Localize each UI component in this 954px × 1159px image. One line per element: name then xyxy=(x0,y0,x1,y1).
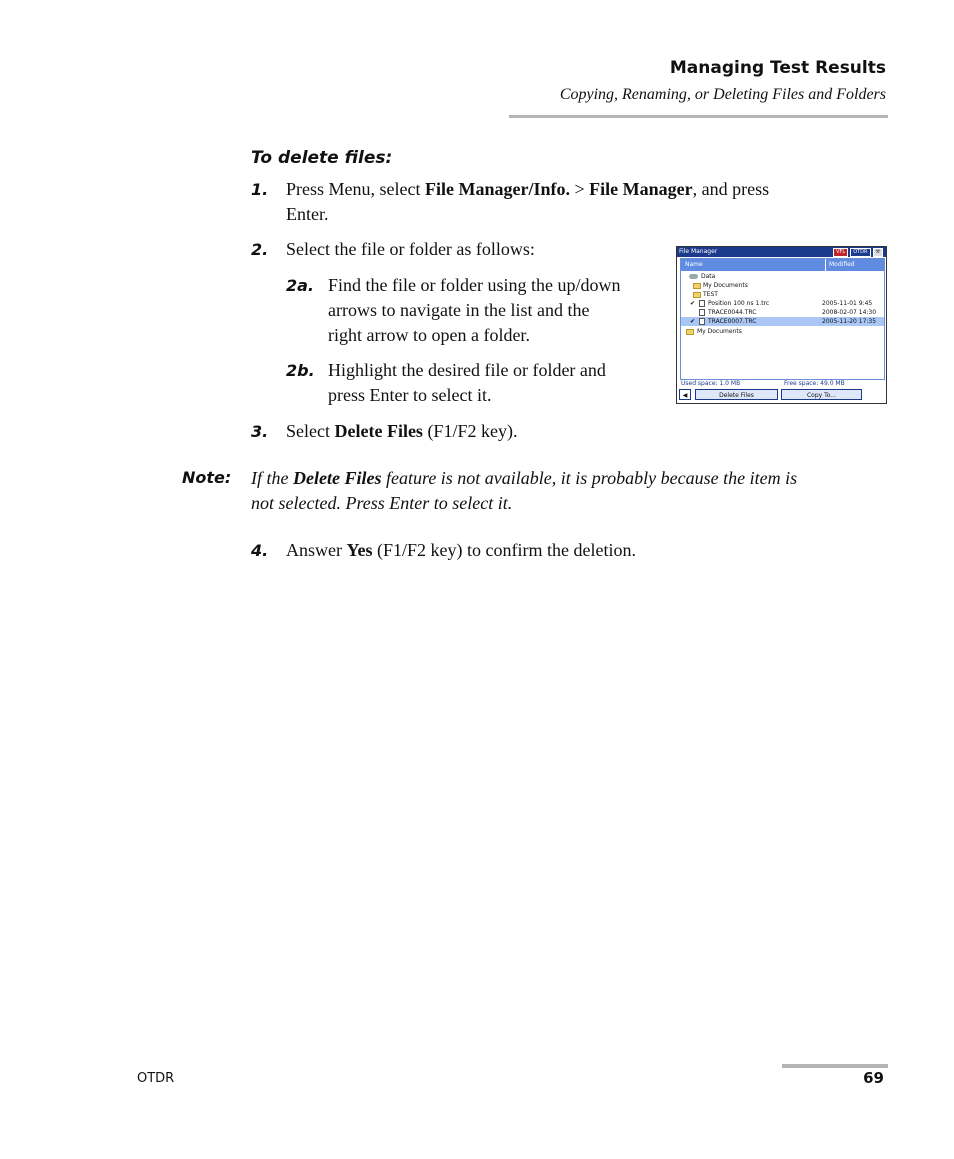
step-3-text xyxy=(286,419,517,444)
file-list-header xyxy=(681,259,884,271)
footer-product: OTDR xyxy=(137,1071,175,1086)
step-2b-line1: Highlight the desired file or folder and xyxy=(328,360,606,380)
item-name: TRACE0044.TRC xyxy=(708,309,757,316)
step-2a-line2: arrows to navigate in the list and the xyxy=(328,300,590,320)
item-date: 2005-11-20 17:35 xyxy=(822,318,877,325)
item-name: TEST xyxy=(703,291,718,298)
file-manager-title: File Manager xyxy=(679,248,718,255)
note-bold: Delete Files xyxy=(293,468,382,488)
step-4-post: (F1/F2 key) to confirm the deletion. xyxy=(372,540,636,560)
note-label: Note: xyxy=(182,468,232,487)
procedure-title: To delete files: xyxy=(251,148,393,168)
note-post: feature is not available, it is probably because the item is xyxy=(381,468,798,488)
check-icon: ✔ xyxy=(690,318,696,325)
delete-files-button[interactable]: Delete Files xyxy=(695,389,778,400)
list-item[interactable] xyxy=(681,281,884,290)
note-pre: If the xyxy=(251,468,293,488)
step-2b-line2: press Enter to select it. xyxy=(328,385,492,405)
note-line2: not selected. Press Enter to select it. xyxy=(251,493,513,513)
drive-icon xyxy=(689,274,698,279)
running-header-subtitle: Copying, Renaming, or Deleting Files and Folders xyxy=(559,86,886,103)
list-item[interactable] xyxy=(681,327,884,336)
step-3-pre: Select xyxy=(286,421,335,441)
step-number: 1. xyxy=(251,180,269,199)
item-name: TRACE0007.TRC xyxy=(708,318,757,325)
step-1-post: , and press xyxy=(692,179,770,199)
step-1-pre: Press Menu, select xyxy=(286,179,425,199)
header-divider xyxy=(509,115,888,118)
step-3-post: (F1/F2 key). xyxy=(422,421,518,441)
folder-icon xyxy=(686,329,694,335)
function-buttons xyxy=(677,389,886,401)
substep-number: 2a. xyxy=(286,276,315,295)
step-2a-line3: right arrow to open a folder. xyxy=(328,325,530,345)
tools-icon: ⚒ xyxy=(873,248,883,257)
step-2a-line1: Find the file or folder using the up/down xyxy=(328,275,621,295)
step-1-menu-bold: File Manager/Info. xyxy=(424,179,570,199)
running-header-title: Managing Test Results xyxy=(669,58,886,78)
list-item[interactable] xyxy=(681,272,884,281)
column-name[interactable]: Name xyxy=(685,261,703,268)
step-1-line2: Enter. xyxy=(286,204,329,224)
file-icon xyxy=(699,309,705,316)
list-item[interactable] xyxy=(681,308,884,317)
step-4-pre: Answer xyxy=(286,540,347,560)
item-date: 2005-11-01 9:45 xyxy=(822,300,873,307)
step-2-text: Select the file or folder as follows: xyxy=(286,239,535,259)
step-4-bold: Yes xyxy=(346,540,373,560)
folder-icon xyxy=(693,283,701,289)
folder-icon xyxy=(693,292,701,298)
used-space: Used space: 1.0 MB xyxy=(681,380,741,387)
list-item[interactable] xyxy=(681,290,884,299)
item-name: Data xyxy=(701,273,716,280)
step-number: 4. xyxy=(251,541,269,560)
vfl-badge: VFL xyxy=(833,248,848,257)
step-4-text xyxy=(286,538,636,563)
step-2a-text xyxy=(328,273,673,348)
substep-number: 2b. xyxy=(286,361,315,380)
step-1-text xyxy=(286,177,886,227)
check-icon: ✔ xyxy=(690,300,696,307)
item-name: My Documents xyxy=(697,328,742,335)
file-icon xyxy=(699,300,705,307)
file-manager-screenshot xyxy=(676,246,887,404)
step-2b-text xyxy=(328,358,673,408)
step-number: 2. xyxy=(251,240,269,259)
status-badges xyxy=(833,248,883,257)
page-number: 69 xyxy=(863,1069,884,1087)
step-1-item-bold: File Manager xyxy=(589,179,693,199)
item-name: Position 100 ns 1.trc xyxy=(708,300,770,307)
step-number: 3. xyxy=(251,422,269,441)
item-date: 2008-02-07 14:30 xyxy=(822,309,877,316)
file-icon xyxy=(699,318,705,325)
file-list[interactable] xyxy=(680,258,885,380)
step-3-bold: Delete Files xyxy=(334,421,423,441)
step-1-separator: > xyxy=(569,179,590,199)
scroll-left-icon[interactable]: ◀ xyxy=(679,389,691,400)
copy-to-button[interactable]: Copy To... xyxy=(781,389,862,400)
item-name: My Documents xyxy=(703,282,748,289)
otdr-badge: OTDR xyxy=(850,248,870,257)
list-item-selected[interactable] xyxy=(681,317,884,326)
column-modified[interactable]: Modified xyxy=(825,259,855,271)
list-item[interactable] xyxy=(681,299,884,308)
note-text xyxy=(251,466,891,516)
file-manager-titlebar xyxy=(677,247,886,257)
footer-divider xyxy=(782,1064,888,1068)
free-space: Free space: 49.0 MB xyxy=(784,380,845,387)
